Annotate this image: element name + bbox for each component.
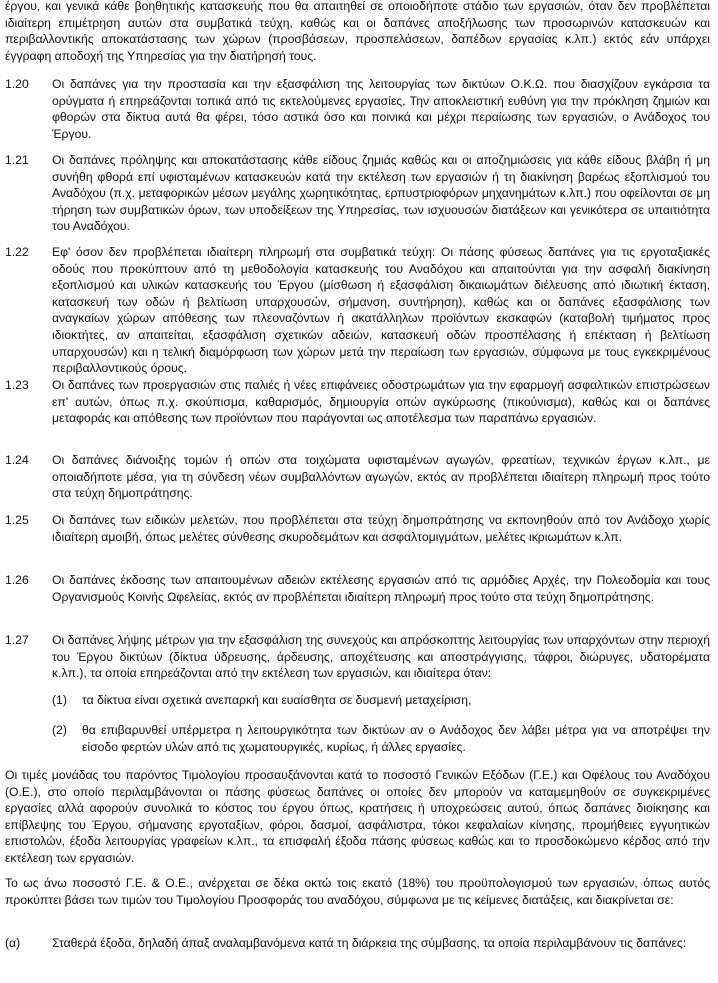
item-number: 1.24 [5,453,29,467]
subitem-text: θα επιβαρυνθεί υπέρμετρα η λειτουργικότητα των δικτύων αν ο Ανάδοχος δεν λάβει μέτρα για να αποτρέψει την είσοδο φερτών υλών από τις χωματουργικές, κυρίως, ή άλλες εργασίες. [82,723,710,754]
item-number: 1.27 [5,633,29,647]
subitem-number: (2) [52,723,67,737]
subitem-text: τα δίκτυα είναι σχετικά ανεπαρκή και ευαίσθητα σε δυσμενή μεταχείριση, [82,693,472,707]
item-number: 1.26 [5,573,29,587]
item-number: 1.25 [5,513,29,527]
item-text: Οι δαπάνες διάνοιξης τομών ή οπών στα τοιχώματα υφισταμένων αγωγών, φρεατίων, τεχνικών έργων κ.λπ., με οποιαδήποτε μέσα, για τη σύνδεση νέων συμβαλλόντων αγωγών, εκτός αν προβλέπεται ιδιαίτερη πληρωμή προς τούτο στα τεύχη δημοπράτησης. [52,453,710,501]
subitem-number: (1) [52,693,67,707]
alpha-item-text: Σταθερά έξοδα, δηλαδή άπαξ αναλαμβανόμενα κατά τη διάρκεια της σύμβασης, τα οποία περιλαμβάνουν τις δαπάνες: [52,936,687,950]
item-text: Οι δαπάνες για την προστασία και την εξασφάλιση της λειτουργίας των δικτύων Ο.Κ.Ω. που διασχίζουν εγκάρσια τα ορύγματα ή επηρεάζονται τοπικά από τις εκτελούμενες εργασίες, Την αποκλειστική ευθύνη για την πρόκληση ζημιών και φθορών στα δίκτυα αυτά θα φέρει, τόσο αστικά όσο και ποινικά και μέχρι περαίωσης των εργασιών, ο Ανάδοχος του Έργου. [52,77,710,141]
item-text: Οι δαπάνες πρόληψης και αποκατάστασης κάθε είδους ζημιάς καθώς και οι αποζημιώσεις για κάθε είδους βλάβη ή μη συνήθη φθορά επί υφισταμένων κατασκευών κατά την εκτέλεση των εργασιών ή τη διακίνηση βαρέως εξοπλισμού του Αναδόχου (π.χ. μεταφορικών μέσων μεγάλης χωρητικότητας, ερπυστριοφόρων μηχανημάτων κ.λπ.) που οφείλονται σε μη τήρηση των συμβατικών όρων, των υποδείξεων της Υπηρεσίας, των ισχυουσών διατάξεων και γενικότερα σε υπαιτιότητα του Αναδόχου. [52,153,710,234]
item-text: Οι δαπάνες των ειδικών μελετών, που προβλέπεται στα τεύχη δημοπράτησης να εκπονηθούν από τον Ανάδοχο χωρίς ιδιαίτερη αμοιβή, όπως μελέτες σύνθεσης σκυροδεμάτων και ασφαλτομιγμάτων, μελέτες ικριωμάτων κ.λπ. [52,513,710,544]
percentage-paragraph: Το ως άνω ποσοστό Γ.Ε. & Ο.Ε., ανέρχεται σε δέκα οκτώ τοις εκατό (18%) του προϋπολογισμού των εργασιών, όπως αυτός προκύπτει βάσει των τιμών του Τιμολογίου Προσφοράς του αναδόχου, σύμφωνα με τις κείμενες διατάξεις, και διακρίνεται σε: [5,876,710,907]
item-number: 1.20 [5,77,29,91]
item-text: Εφ' όσον δεν προβλέπεται ιδιαίτερη πληρωμή στα συμβατικά τεύχη: Οι πάσης φύσεως δαπάνες για τις εργοταξιακές οδούς που προκύπτουν από τη μεθοδολογία κατασκευής του Αναδόχου και απαιτούνται για την ασφαλή διακίνηση εξοπλισμού και υλικών κατασκευής του Έργου (μίσθωση ή εξασφάλιση δικαιωμάτων διέλευσης από ιδιωτική έκταση, κατασκευή των οδών ή βελτίωση υπαρχουσών, σήμανση, συντήρηση), καθώς και οι δαπάνες εξασφάλισης των αναγκαίων χώρων απόθεσης των πλεοναζόντων ή ακατάλληλων προϊόντων εκσκαφών (καταβολή τιμήματος προς ιδιοκτήτες, αν απαιτείται, εξασφάλιση σχετικών αδειών, κατασκευή οδών προσπέλασης ή επέκταση ή βελτίωση υπαρχουσών) και η τελική διαμόρφωση των χώρων μετά την περαίωση των εργασιών, σύμφωνα με τους εγκεκριμένους περιβαλλοντικούς όρους. [52,245,710,376]
alpha-item-number: (α) [5,936,21,950]
item-text: Οι δαπάνες των προεργασιών στις παλιές ή νέες επιφάνειες οδοστρωμάτων για την εφαρμογή ασφαλτικών επιστρώσεων επ' αυτών, όπως π.χ. σκούπισμα, καθαρισμός, δημιουργία οπών αγκύρωσης (πικούνισμα), καθώς και οι δαπάνες μεταφοράς και απόθεσης των προϊόντων που παράγονται ως αποτέλεσμα των παραπάνω εργασιών. [52,378,710,426]
item-text: Οι δαπάνες λήψης μέτρων για την εξασφάλιση της συνεχούς και απρόσκοπτης λειτουργίας των υπαρχόντων στην περιοχή του Έργου δικτύων (δίκτυα ύδρευσης, άρδευσης, αποχέτευσης και αποστράγγισης, τάφροι, διώρυγες, υδατορέματα κ.λπ.), τα οποία επηρεάζονται από την εκτέλεση των εργασιών, και ιδιαίτερα όταν: [52,633,710,681]
item-number: 1.22 [5,245,29,259]
overhead-paragraph: Οι τιμές μονάδας του παρόντος Τιμολογίου προσαυξάνονται κατά το ποσοστό Γενικών Εξόδων (Γ.Ε.) και Οφέλους του Αναδόχου (Ο.Ε.), στο οποίο περιλαμβάνονται οι πάσης φύσεως δαπάνες οι οποίες δεν μπορούν να καταμεμηθούν σε συγκεκριμένες εργασίες αλλά αφορούν συνολικά το κόστος του έργου όπως, κρατήσεις ή υποχρεώσεις αυτού, όπως δαπάνες διοίκησης και επίβλεψης του Έργου, σήμανσης εργοταξίων, φόροι, δασμοί, ασφάλιστρα, τόκοι κεφαλαίων κίνησης, προμήθειες εγγυητικών επιστολών, έξοδα λειτουργίας γραφείων κ.λπ., τα επισφαλή έξοδα πάσης φύσεως καθώς και το προσδοκώμενο κέρδος από την εκτέλεση των εργασιών. [5,768,710,865]
intro-paragraph: έργου, και γενικά κάθε βοηθητικής κατασκευής που θα απαιτηθεί σε οποιοδήποτε στάδιο των εργασιών, όταν δεν προβλέπεται ιδιαίτερη επιμέτρηση αυτών στα συμβατικά τεύχη, καθώς και οι δαπάνες αποξήλωσης των προσωρινών κατασκευών και περιβαλλοντικής αποκατάστασης των χώρων (προσβάσεων, προσπελάσεων, δαπέδων εργασίας κ.λπ.) εκτός εάν υπάρχει έγγραφη αποδοχή της Υπηρεσίας για την διατήρησή τους. [5,0,710,63]
item-number: 1.23 [5,378,29,392]
item-number: 1.21 [5,153,29,167]
item-text: Οι δαπάνες έκδοσης των απαιτουμένων αδειών εκτέλεσης εργασιών από τις αρμόδιες Αρχές, την Πολεοδομία και τους Οργανισμούς Κοινής Ωφελείας, εκτός αν προβλέπεται ιδιαίτερη πληρωμή προς τούτο στα τεύχη δημοπράτησης. [52,573,710,604]
